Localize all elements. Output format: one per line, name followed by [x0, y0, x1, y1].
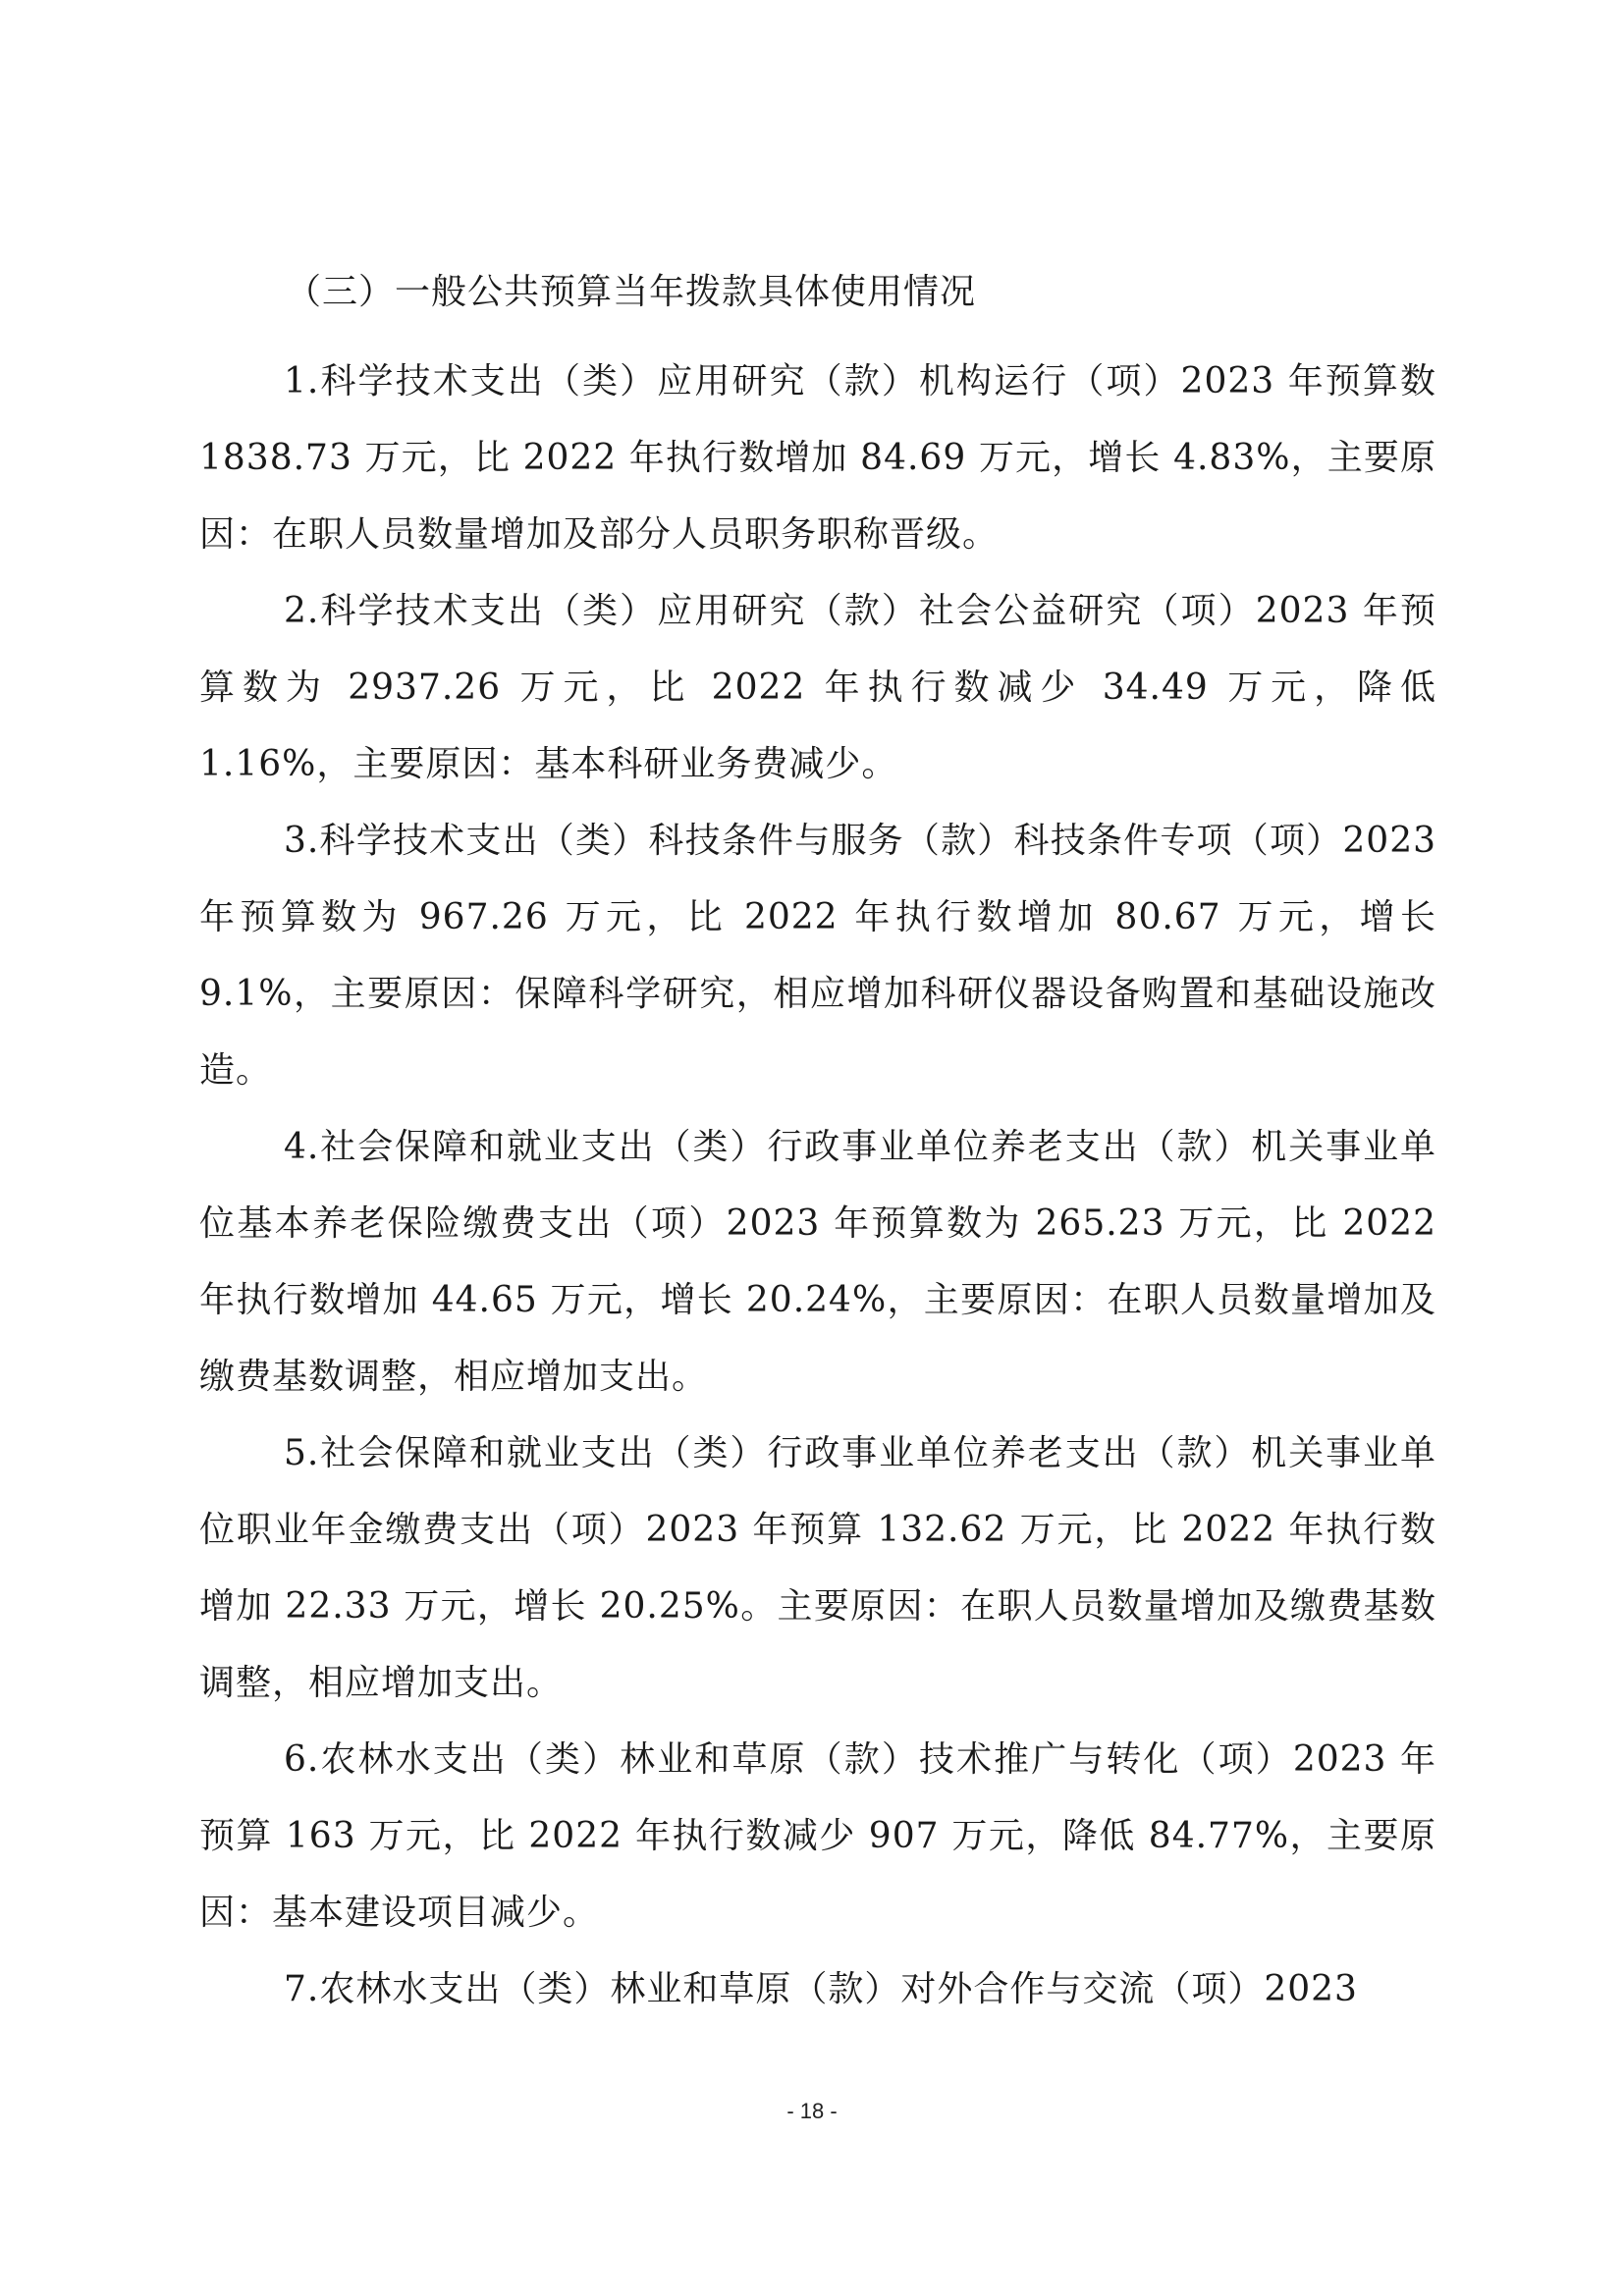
page-body	[199, 267, 1436, 2028]
paragraph-4: 4.社会保障和就业支出（类）行政事业单位养老支出（款）机关事业单位基本养老保险缴费支出（项）2023 年预算数为 265.23 万元，比 2022 年执行数增加 44.65 万元，增长 20.24%，主要原因：在职人员数量增加及缴费基数调整，相应增加支出。	[199, 1127, 1436, 1397]
paragraph-6: 6.农林水支出（类）林业和草原（款）技术推广与转化（项）2023 年预算 163 万元，比 2022 年执行数减少 907 万元，降低 84.77%，主要原因：基本建设项目减少。	[199, 1739, 1436, 1933]
paragraph-1: 1.科学技术支出（类）应用研究（款）机构运行（项）2023 年预算数 1838.73 万元，比 2022 年执行数增加 84.69 万元，增长 4.83%，主要原因：在职人员数量增加及部分人员职务职称晋级。	[199, 361, 1436, 555]
section-heading: （三）一般公共预算当年拨款具体使用情况	[286, 272, 977, 312]
paragraph-3: 3.科学技术支出（类）科技条件与服务（款）科技条件专项（项）2023 年预算数为 967.26 万元，比 2022 年执行数增加 80.67 万元，增长 9.1%，主要原因：保障科学研究，相应增加科研仪器设备购置和基础设施改造。	[199, 821, 1436, 1091]
paragraph-5: 5.社会保障和就业支出（类）行政事业单位养老支出（款）机关事业单位职业年金缴费支出（项）2023 年预算 132.62 万元，比 2022 年执行数增加 22.33 万元，增长 20.25%。主要原因：在职人员数量增加及缴费基数调整，相应增加支出。	[199, 1433, 1436, 1703]
paragraph-2: 2.科学技术支出（类）应用研究（款）社会公益研究（项）2023 年预算数为 2937.26 万元，比 2022 年执行数减少 34.49 万元，降低 1.16%，主要原因：基本科研业务费减少。	[199, 591, 1436, 784]
page-number: - 18 -	[786, 2099, 838, 2123]
paragraph-7: 7.农林水支出（类）林业和草原（款）对外合作与交流（项）2023	[284, 1969, 1358, 2009]
